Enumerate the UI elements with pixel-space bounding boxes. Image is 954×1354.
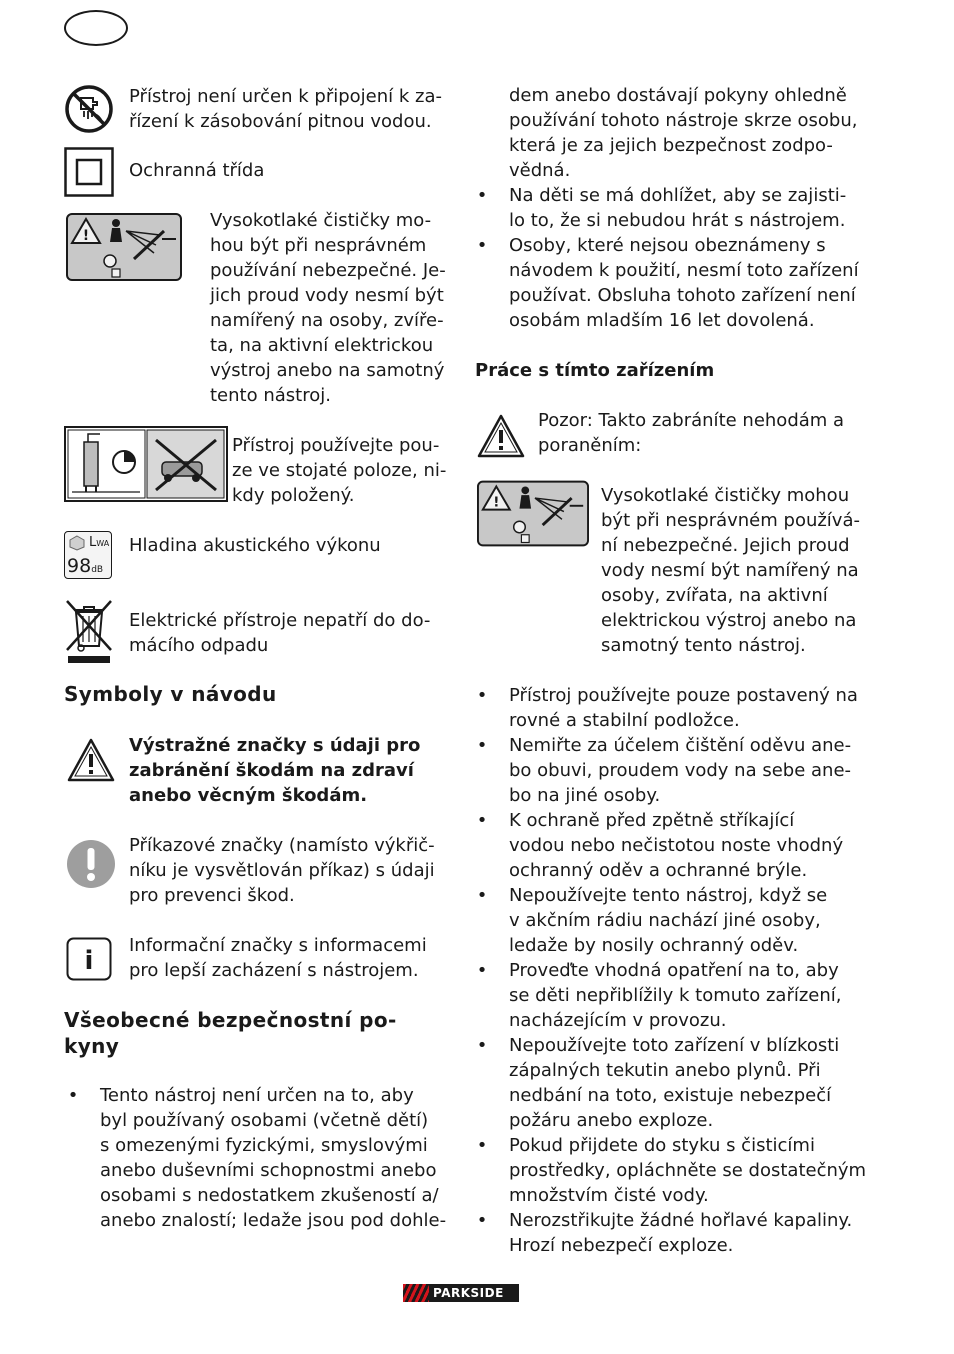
- high-pressure-warning-icon: [66, 213, 182, 281]
- list-item: • Přístroj používejte pouze postavený na rovné a stabilní podložce.: [476, 685, 858, 731]
- continued-text: dem anebo dostávají pokyny ohledně používání tohoto nástroje skrze osobu, která je za jejich bezpečnost zodpo- vědná.: [509, 85, 858, 181]
- high-pressure-warning-text: Vysokotlaké čističky mo- hou být při nesprávném používání nebezpečné. Je- jich proud vody nesmí být namířený na osoby, zvíře- ta, na aktivní elektrickou výstroj anebo na samotný tento nástroj.: [210, 210, 446, 406]
- upright-operation-icon: [64, 426, 228, 502]
- info-signs-text: Informační značky s informacemi pro lepší zacházení s nástrojem.: [129, 935, 427, 981]
- info-sign-icon: [66, 937, 112, 981]
- right-top-list: [475, 183, 859, 333]
- sound-power-level-icon: [64, 531, 112, 579]
- caution-text: Pozor: Takto zabráníte nehodám a poraněním:: [538, 410, 845, 456]
- list-item: • Osoby, které nejsou obeznámeny s návodem k použití, nesmí toto zařízení používat. Obsluha tohoto zařízení není osobám mladším 16 let dovolená.: [476, 235, 859, 331]
- logo-stripes: [403, 1284, 429, 1302]
- list-item: • Nerozstřikujte žádné hořlavé kapaliny. Hrozí nebezpečí exploze.: [476, 1210, 853, 1256]
- list-item: • K ochraně před zpětně stříkající vodou nebo nečistotou noste vhodný ochranný oděv a ochranné brýle.: [476, 810, 844, 881]
- sound-level-unit: dB: [91, 565, 104, 575]
- right-bottom-list: [475, 683, 866, 1258]
- high-pressure-warning-icon: [477, 480, 589, 547]
- mandatory-sign-icon: [66, 839, 116, 889]
- list-item: • Nepoužívejte toto zařízení v blízkosti zápalných tekutin anebo plynů. Při nedbání na toto, existuje nebezpečí požáru anebo exploze.: [476, 1035, 840, 1131]
- warning-triangle-icon: [66, 737, 116, 783]
- weee-crossed-bin-icon: [64, 598, 114, 664]
- symbols-in-manual-heading: Symboly v návodu: [64, 682, 277, 706]
- protection-class-text: Ochranná třída: [129, 160, 265, 181]
- list-item: • Na děti se má dohlížet, aby se zajisti- lo to, že si nebudou hrát s nástrojem.: [476, 185, 847, 231]
- caution-triangle-icon: [476, 413, 526, 459]
- general-safety-list: [66, 1083, 446, 1233]
- high-pressure-warning-text-right: Vysokotlaké čističky mohou být při nesprávném používá- ní nebezpečné. Jejich proud vody nesmí být namířený na osoby, zvířata, na aktivní elektrickou výstroj anebo na samotný tento nástroj.: [601, 485, 860, 656]
- warning-signs-text: Výstražné značky s údaji pro zabránění škodám na zdraví anebo věcným škodám.: [129, 735, 421, 806]
- list-item: • Pokud přijdete do styku s čisticími prostředky, opláchněte se dostatečným množstvím čisté vody.: [476, 1135, 867, 1206]
- no-drinking-water-text: Přístroj není určen k připojení k za- řízení k zásobování pitnou vodou.: [129, 86, 442, 132]
- no-drinking-water-connection-icon: [64, 84, 114, 134]
- sound-power-level-text: Hladina akustického výkonu: [129, 535, 381, 556]
- svg-text:!: !: [493, 494, 500, 511]
- weee-text: Elektrické přístroje nepatří do do- mácího odpadu: [129, 610, 431, 656]
- work-with-device-heading: Práce s tímto zařízením: [475, 360, 715, 381]
- protection-class-icon: [64, 147, 114, 197]
- svg-text:!: !: [82, 228, 90, 244]
- list-item: • Tento nástroj není určen na to, aby byl používaný osobami (včetně dětí) s omezenými fyzickými, smyslovými anebo duševními schopnostmi anebo osobami s nedostatkem zkušeností a/ anebo znalostí; ledaže jsou pod dohle-: [67, 1085, 447, 1231]
- lwa-subscript: WA: [96, 539, 110, 548]
- brand-name: PARKSIDE: [433, 1286, 504, 1300]
- general-safety-heading: Všeobecné bezpečnostní po- kyny: [64, 1008, 397, 1058]
- language-badge: [64, 10, 128, 46]
- list-item: • Proveďte vhodná opatření na to, aby se děti nepřiblížily k tomuto zařízení, nacházejícím v provozu.: [476, 960, 842, 1031]
- list-item: • Nepoužívejte tento nástroj, když se v akčním rádiu nachází jiné osoby, ledaže by nosily ochranný oděv.: [476, 885, 828, 956]
- sound-level-value: 98: [67, 555, 92, 577]
- lwa-label: L: [89, 535, 97, 550]
- mandatory-signs-text: Příkazové značky (namísto výkřič- níku je vysvětlován příkaz) s údaji pro prevenci škod.: [129, 835, 435, 906]
- parkside-logo: [403, 1284, 519, 1302]
- list-item: • Nemiřte za účelem čištění oděvu ane- bo obuvi, proudem vody na sebe ane- bo na jiné osoby.: [476, 735, 852, 806]
- svg-text:i: i: [84, 946, 94, 976]
- upright-operation-text: Přístroj používejte pou- ze ve stojaté poloze, ni- kdy položený.: [232, 435, 447, 506]
